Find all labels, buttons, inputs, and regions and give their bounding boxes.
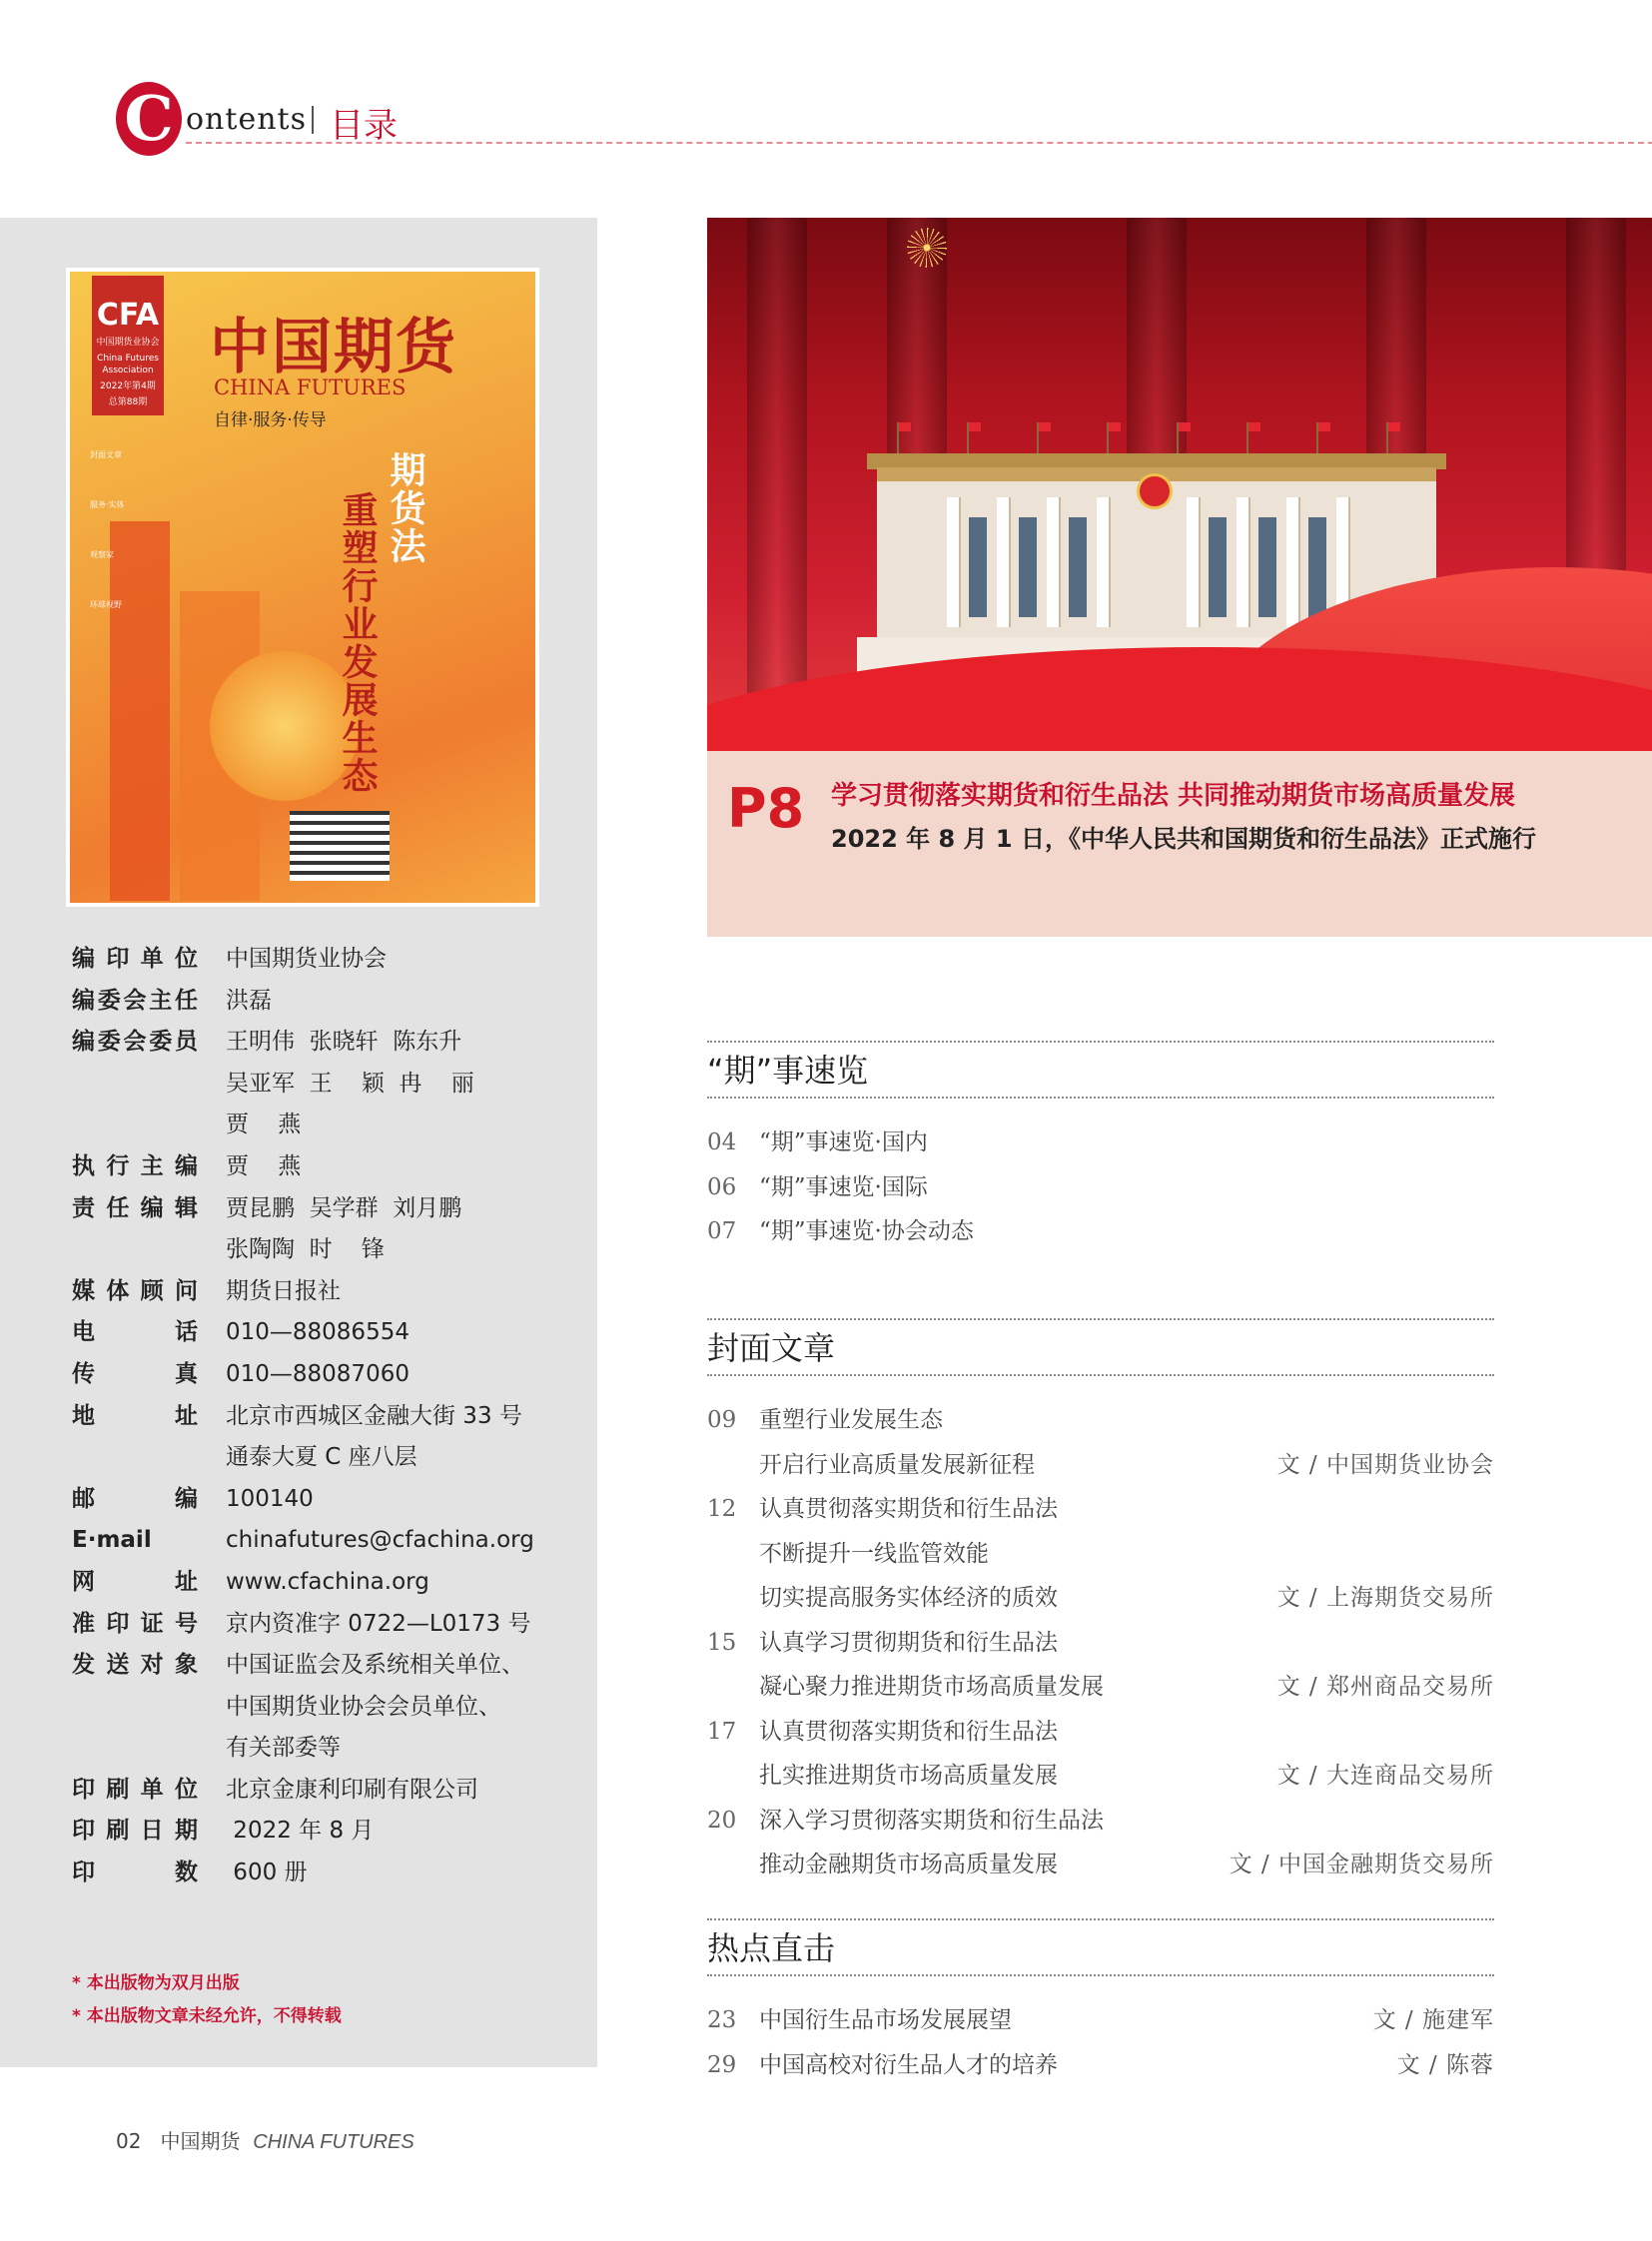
- masthead-label: 印刷单位: [72, 1776, 198, 1803]
- masthead-value: 张陶陶 时 锋: [226, 1236, 385, 1263]
- masthead-row: [72, 1770, 591, 1812]
- toc-entry-title: 凝心聚力推进期货市场高质量发展: [759, 1674, 1104, 1700]
- masthead-label: 准印证号: [72, 1610, 198, 1637]
- toc-items: [707, 1120, 1494, 1254]
- masthead-label: 印刷日期: [72, 1818, 198, 1845]
- masthead-label-cell: [72, 1770, 198, 1812]
- cover-title-en: CHINA FUTURES: [214, 375, 407, 399]
- toc-entry[interactable]: [707, 1665, 1494, 1710]
- hall-column: [997, 497, 1009, 627]
- masthead-value: 贾 燕: [226, 1112, 302, 1138]
- hall-window: [1258, 517, 1276, 617]
- toc-entry-page: 17: [707, 1718, 737, 1745]
- toc-section-header: [707, 1318, 1494, 1376]
- publication-notes: [72, 1967, 342, 2033]
- hall-column: [1097, 497, 1109, 627]
- toc-entry-title: 不断提升一线监管效能: [759, 1540, 989, 1567]
- masthead-label: 发送对象: [72, 1652, 198, 1679]
- masthead-row: [72, 1396, 591, 1438]
- masthead-value: 中国证监会及系统相关单位、: [226, 1652, 524, 1679]
- masthead-label-cell: [72, 1645, 198, 1687]
- cover-headline-a: 期货法: [385, 451, 425, 565]
- masthead-label-cell: [72, 981, 198, 1023]
- masthead-row: [72, 981, 591, 1023]
- toc-entry-page: [707, 1843, 759, 1887]
- page-header: [112, 72, 1652, 162]
- masthead-row: [72, 1520, 591, 1562]
- masthead-value: 010—88087060: [226, 1360, 410, 1387]
- toc-items: [707, 1398, 1494, 1887]
- toc-entry[interactable]: [707, 1165, 1494, 1210]
- masthead-row: [72, 1188, 591, 1230]
- masthead-row: [72, 1105, 591, 1146]
- masthead-label-cell: [72, 1687, 198, 1729]
- toc-entry-page: 07: [707, 1218, 737, 1244]
- contents-logo-word: ontents: [186, 102, 307, 137]
- contents-title-cn: 目录: [330, 106, 398, 146]
- contents-logo-letter: C: [116, 82, 182, 156]
- masthead-label: 邮编: [72, 1485, 198, 1512]
- note-line: * 本出版物为双月出版: [72, 1973, 240, 1993]
- masthead-label: 编印单位: [72, 946, 198, 972]
- masthead-label-cell: [72, 1354, 198, 1396]
- hall-window: [1209, 517, 1227, 617]
- toc-entry-title: “期”事速览·协会动态: [759, 1218, 974, 1244]
- cfa-logo: CFA: [96, 298, 160, 333]
- cover-badge-org-en: China Futures Association: [97, 354, 159, 375]
- masthead-label-cell: [72, 1562, 198, 1604]
- masthead-label-cell: [72, 1520, 198, 1562]
- toc-entry-title: 深入学习贯彻落实期货和衍生品法: [759, 1807, 1104, 1834]
- toc-entry-author: 文 / 施建军: [1372, 2007, 1494, 2033]
- toc-entry-page: 15: [707, 1629, 737, 1656]
- cover-badge-org: 中国期货业协会: [96, 338, 160, 348]
- masthead-row: [72, 1604, 591, 1646]
- cover-badge-issue: 2022年第4期: [100, 381, 156, 391]
- toc-entry[interactable]: [707, 1754, 1494, 1799]
- masthead-label: 电话: [72, 1319, 198, 1346]
- toc-entry[interactable]: [707, 1799, 1494, 1844]
- masthead-label-cell: [72, 1811, 198, 1853]
- masthead-row: [72, 1229, 591, 1271]
- feature-caption: [707, 751, 1652, 937]
- masthead-value: www.cfachina.org: [226, 1568, 429, 1595]
- header-divider: [312, 106, 314, 134]
- toc-section-cover: [707, 1318, 1494, 1887]
- masthead-value: 京内资准字 0722—L0173 号: [226, 1610, 531, 1637]
- masthead-row: [72, 1645, 591, 1687]
- masthead-value: 贾 燕: [226, 1152, 302, 1179]
- note-line: * 本出版物文章未经允许，不得转载: [72, 2006, 342, 2026]
- toc-entry-page: 09: [707, 1407, 737, 1433]
- toc-entry-page: [707, 1576, 759, 1621]
- toc-entry-title: 切实提高服务实体经济的质效: [759, 1585, 1058, 1611]
- cover-toc-item: 环球视野: [90, 600, 122, 609]
- toc-section-header: [707, 1918, 1494, 1976]
- toc-entry[interactable]: [707, 1621, 1494, 1666]
- toc-entry[interactable]: [707, 1209, 1494, 1254]
- cover-toc-item: 服务·实体: [90, 500, 125, 509]
- magazine-cover-image: [66, 268, 539, 907]
- toc-entry-author: 文 / 上海期货交易所: [1276, 1585, 1494, 1611]
- masthead-row: [72, 1479, 591, 1521]
- toc-entry-title: “期”事速览·国内: [759, 1129, 928, 1155]
- toc-entry[interactable]: [707, 1120, 1494, 1165]
- masthead-label: 执行主编: [72, 1152, 198, 1179]
- toc-entry-author: 文 / 中国金融期货交易所: [1229, 1852, 1494, 1877]
- masthead-label-cell: [72, 1271, 198, 1313]
- cover-badge-total: 总第88期: [108, 397, 148, 407]
- masthead-value: 洪磊: [226, 987, 272, 1014]
- toc-entry[interactable]: [707, 1843, 1494, 1887]
- masthead-label-cell: [72, 1146, 198, 1188]
- toc-entry[interactable]: [707, 2043, 1494, 2088]
- toc-section-header: [707, 1041, 1494, 1099]
- feature-image-great-hall: [707, 218, 1652, 751]
- masthead-label: 传真: [72, 1360, 198, 1387]
- hall-column: [1286, 497, 1298, 627]
- masthead-row: [72, 1437, 591, 1479]
- masthead-label-cell: [72, 1105, 198, 1146]
- toc-section-title: 封面文章: [707, 1329, 836, 1367]
- masthead-label-cell: [72, 939, 198, 981]
- masthead-label: 媒体顾问: [72, 1277, 198, 1304]
- hall-column: [1047, 497, 1059, 627]
- masthead-value: 吴亚军 王 颖 冉 丽: [226, 1070, 474, 1097]
- toc-entry-title: 中国高校对衍生品人才的培养: [759, 2051, 1058, 2078]
- masthead-value: 期货日报社: [226, 1277, 341, 1304]
- toc-entry-title: “期”事速览·国际: [759, 1173, 928, 1200]
- hall-column: [1187, 497, 1199, 627]
- masthead-value: chinafutures@cfachina.org: [226, 1527, 534, 1554]
- masthead-row: [72, 1687, 591, 1729]
- toc-entry-page: [707, 1665, 759, 1710]
- masthead-label-cell: [72, 1853, 198, 1894]
- masthead-label-cell: [72, 1604, 198, 1646]
- cover-toc-item: 观察家: [90, 550, 114, 559]
- masthead-value: 010—88086554: [226, 1319, 410, 1346]
- hall-window: [1308, 517, 1326, 617]
- masthead-label: E·mail: [72, 1527, 152, 1554]
- toc-entry-page: 23: [707, 2007, 737, 2033]
- masthead-row: [72, 1853, 591, 1894]
- feature-subtitle: 2022 年 8 月 1 日，《中华人民共和国期货和衍生品法》正式施行: [831, 825, 1536, 853]
- masthead-value: 中国期货业协会: [226, 946, 387, 972]
- footer-page-number: 02: [116, 2129, 142, 2153]
- toc-entry[interactable]: [707, 1443, 1494, 1488]
- toc-entry-title: 推动金融期货市场高质量发展: [759, 1852, 1058, 1877]
- toc-entry[interactable]: [707, 1532, 1494, 1577]
- toc-entry-title: 认真贯彻落实期货和衍生品法: [759, 1718, 1058, 1745]
- masthead-row: [72, 1271, 591, 1313]
- masthead-value: 600 册: [226, 1860, 308, 1886]
- cover-toc-item: 封面文章: [90, 450, 122, 459]
- feature-page-number: P8: [727, 777, 805, 840]
- cover-title: 中国期货: [210, 313, 457, 382]
- hall-window: [969, 517, 987, 617]
- toc-entry-page: [707, 1443, 759, 1488]
- cover-headline-b: 重塑行业发展生态: [337, 491, 378, 795]
- toc-entry-page: 06: [707, 1173, 737, 1200]
- toc-entry-author: 文 / 陈蓉: [1396, 2051, 1494, 2078]
- masthead-label-cell: [72, 1188, 198, 1230]
- masthead-value: 北京金康利印刷有限公司: [226, 1776, 478, 1803]
- toc-entry-page: [707, 1532, 759, 1577]
- toc-entry-author: 文 / 郑州商品交易所: [1276, 1674, 1494, 1700]
- masthead-value: 2022 年 8 月: [226, 1818, 375, 1845]
- masthead-value: 北京市西城区金融大街 33 号: [226, 1402, 522, 1429]
- toc-entry[interactable]: [707, 1998, 1494, 2043]
- toc-entry-title: 认真学习贯彻期货和衍生品法: [759, 1629, 1058, 1656]
- toc-entry-page: 20: [707, 1807, 737, 1834]
- masthead-label-cell: [72, 1229, 198, 1271]
- masthead-value: 有关部委等: [226, 1735, 341, 1762]
- toc-items: [707, 1998, 1494, 2087]
- masthead-label-cell: [72, 1022, 198, 1064]
- masthead-label: 网址: [72, 1568, 198, 1595]
- footer-publication-en: CHINA FUTURES: [253, 2131, 414, 2153]
- masthead-value: 100140: [226, 1485, 314, 1512]
- toc-entry-title: 重塑行业发展生态: [759, 1407, 943, 1433]
- toc-entry[interactable]: [707, 1710, 1494, 1755]
- masthead-list: [72, 939, 591, 1894]
- toc-entry-page: 12: [707, 1496, 737, 1522]
- toc-entry-title: 扎实推进期货市场高质量发展: [759, 1763, 1058, 1789]
- toc-entry-title: 开启行业高质量发展新征程: [759, 1451, 1035, 1478]
- toc-entry[interactable]: [707, 1487, 1494, 1532]
- masthead-value: 贾昆鹏 吴学群 刘月鹏: [226, 1194, 462, 1221]
- toc-entry-page: [707, 1754, 759, 1799]
- cover-toc: [90, 449, 200, 611]
- toc-entry-page: 04: [707, 1129, 737, 1155]
- hall-window: [1019, 517, 1037, 617]
- masthead-label-cell: [72, 1064, 198, 1106]
- toc-entry-page: 29: [707, 2051, 737, 2078]
- cover-badge: [92, 276, 164, 415]
- masthead-row: [72, 1562, 591, 1604]
- masthead-label: 编委会委员: [72, 1029, 198, 1056]
- masthead-row: [72, 939, 591, 981]
- toc-entry-author: 文 / 大连商品交易所: [1276, 1763, 1494, 1789]
- hall-window: [1069, 517, 1087, 617]
- toc-entry[interactable]: [707, 1576, 1494, 1621]
- masthead-label-cell: [72, 1312, 198, 1354]
- toc-entry[interactable]: [707, 1398, 1494, 1443]
- masthead-value: 王明伟 张晓轩 陈东升: [226, 1029, 462, 1056]
- toc-entry-title: 中国衍生品市场发展展望: [759, 2007, 1012, 2033]
- toc-entry-title: 认真贯彻落实期货和衍生品法: [759, 1496, 1058, 1522]
- hall-column: [1237, 497, 1248, 627]
- masthead-row: [72, 1022, 591, 1064]
- header-dashed-line: [186, 142, 1652, 144]
- feature-title: 学习贯彻落实期货和衍生品法 共同推动期货市场高质量发展: [831, 781, 1516, 811]
- masthead-value: 通泰大夏 C 座八层: [226, 1444, 417, 1471]
- toc-section-title: 热点直击: [707, 1929, 836, 1967]
- cover-slogan: 自律·服务·传导: [214, 410, 327, 430]
- toc-entry-author: 文 / 中国期货业协会: [1276, 1451, 1494, 1478]
- masthead-label-cell: [72, 1396, 198, 1438]
- masthead-row: [72, 1146, 591, 1188]
- masthead-row: [72, 1354, 591, 1396]
- masthead-label: 责任编辑: [72, 1194, 198, 1221]
- masthead-row: [72, 1064, 591, 1106]
- masthead-label-cell: [72, 1437, 198, 1479]
- page-footer: [116, 2125, 414, 2154]
- masthead-value: 中国期货业协会会员单位、: [226, 1693, 501, 1720]
- toc-section-hot: [707, 1918, 1494, 2087]
- hall-column: [947, 497, 959, 627]
- national-emblem-icon: [1137, 473, 1173, 509]
- cover-books-gavel: [290, 811, 390, 881]
- masthead-label: 地址: [72, 1402, 198, 1429]
- masthead-label: 印数: [72, 1860, 198, 1886]
- curtain: [747, 218, 807, 751]
- masthead-label-cell: [72, 1479, 198, 1521]
- fireworks-icon: [907, 228, 947, 268]
- footer-publication: 中国期货: [160, 2129, 241, 2153]
- toc-section-title: “期”事速览: [707, 1052, 869, 1090]
- masthead-label-cell: [72, 1728, 198, 1770]
- toc-section-news: [707, 1041, 1494, 1254]
- masthead-row: [72, 1728, 591, 1770]
- masthead-label: 编委会主任: [72, 987, 198, 1014]
- masthead-row: [72, 1312, 591, 1354]
- masthead-row: [72, 1811, 591, 1853]
